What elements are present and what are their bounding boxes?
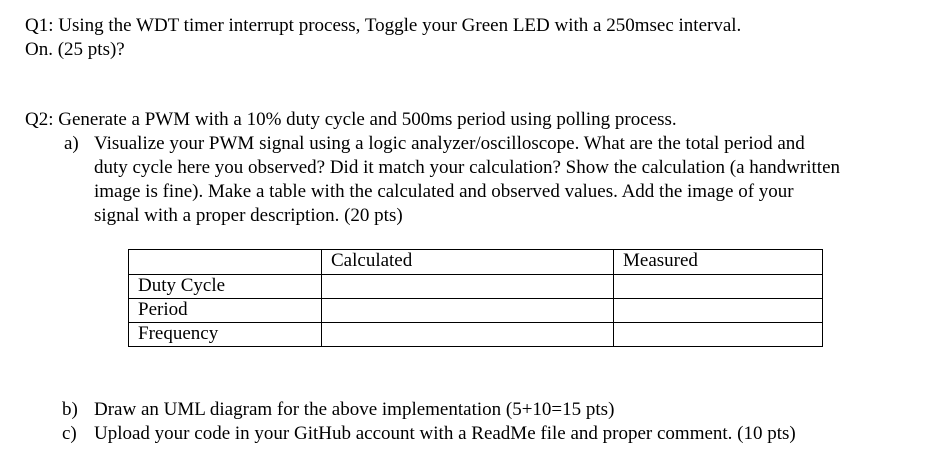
row-label-period: Period xyxy=(129,299,322,323)
cell-duty-cycle-calculated xyxy=(322,275,614,299)
part-b-label: b) xyxy=(62,399,78,420)
cell-frequency-calculated xyxy=(322,323,614,347)
row-label-duty-cycle: Duty Cycle xyxy=(129,275,322,299)
part-a-line-1: Visualize your PWM signal using a logic analyzer/oscilloscope. What are the total period and xyxy=(94,133,805,154)
part-c-label: c) xyxy=(62,423,77,444)
table-row xyxy=(129,299,823,323)
q1-text-line-2: On. (25 pts)? xyxy=(25,39,125,60)
row-label-frequency: Frequency xyxy=(129,323,322,347)
q1-text-line-1: Q1: Using the WDT timer interrupt process, Toggle your Green LED with a 250msec interval. xyxy=(25,15,742,36)
cell-period-measured xyxy=(614,299,823,323)
table-header-empty xyxy=(129,250,322,275)
cell-frequency-measured xyxy=(614,323,823,347)
part-a-line-3: image is fine). Make a table with the calculated and observed values. Add the image of your xyxy=(94,181,794,202)
part-a-line-4: signal with a proper description. (20 pts) xyxy=(94,205,403,226)
part-a-line-2: duty cycle here you observed? Did it match your calculation? Show the calculation (a handwritten xyxy=(94,157,841,178)
table-header-measured: Measured xyxy=(614,250,823,275)
table-header-calculated: Calculated xyxy=(322,250,614,275)
table-row xyxy=(129,323,823,347)
cell-period-calculated xyxy=(322,299,614,323)
table-row xyxy=(129,275,823,299)
cell-duty-cycle-measured xyxy=(614,275,823,299)
results-table xyxy=(128,249,823,347)
part-c-text: Upload your code in your GitHub account with a ReadMe file and proper comment. (10 pts) xyxy=(94,423,796,444)
q2-heading: Q2: Generate a PWM with a 10% duty cycle and 500ms period using polling process. xyxy=(25,109,677,130)
part-a-label: a) xyxy=(64,133,79,154)
part-b-text: Draw an UML diagram for the above implementation (5+10=15 pts) xyxy=(94,399,615,420)
table-header-row xyxy=(129,250,823,275)
